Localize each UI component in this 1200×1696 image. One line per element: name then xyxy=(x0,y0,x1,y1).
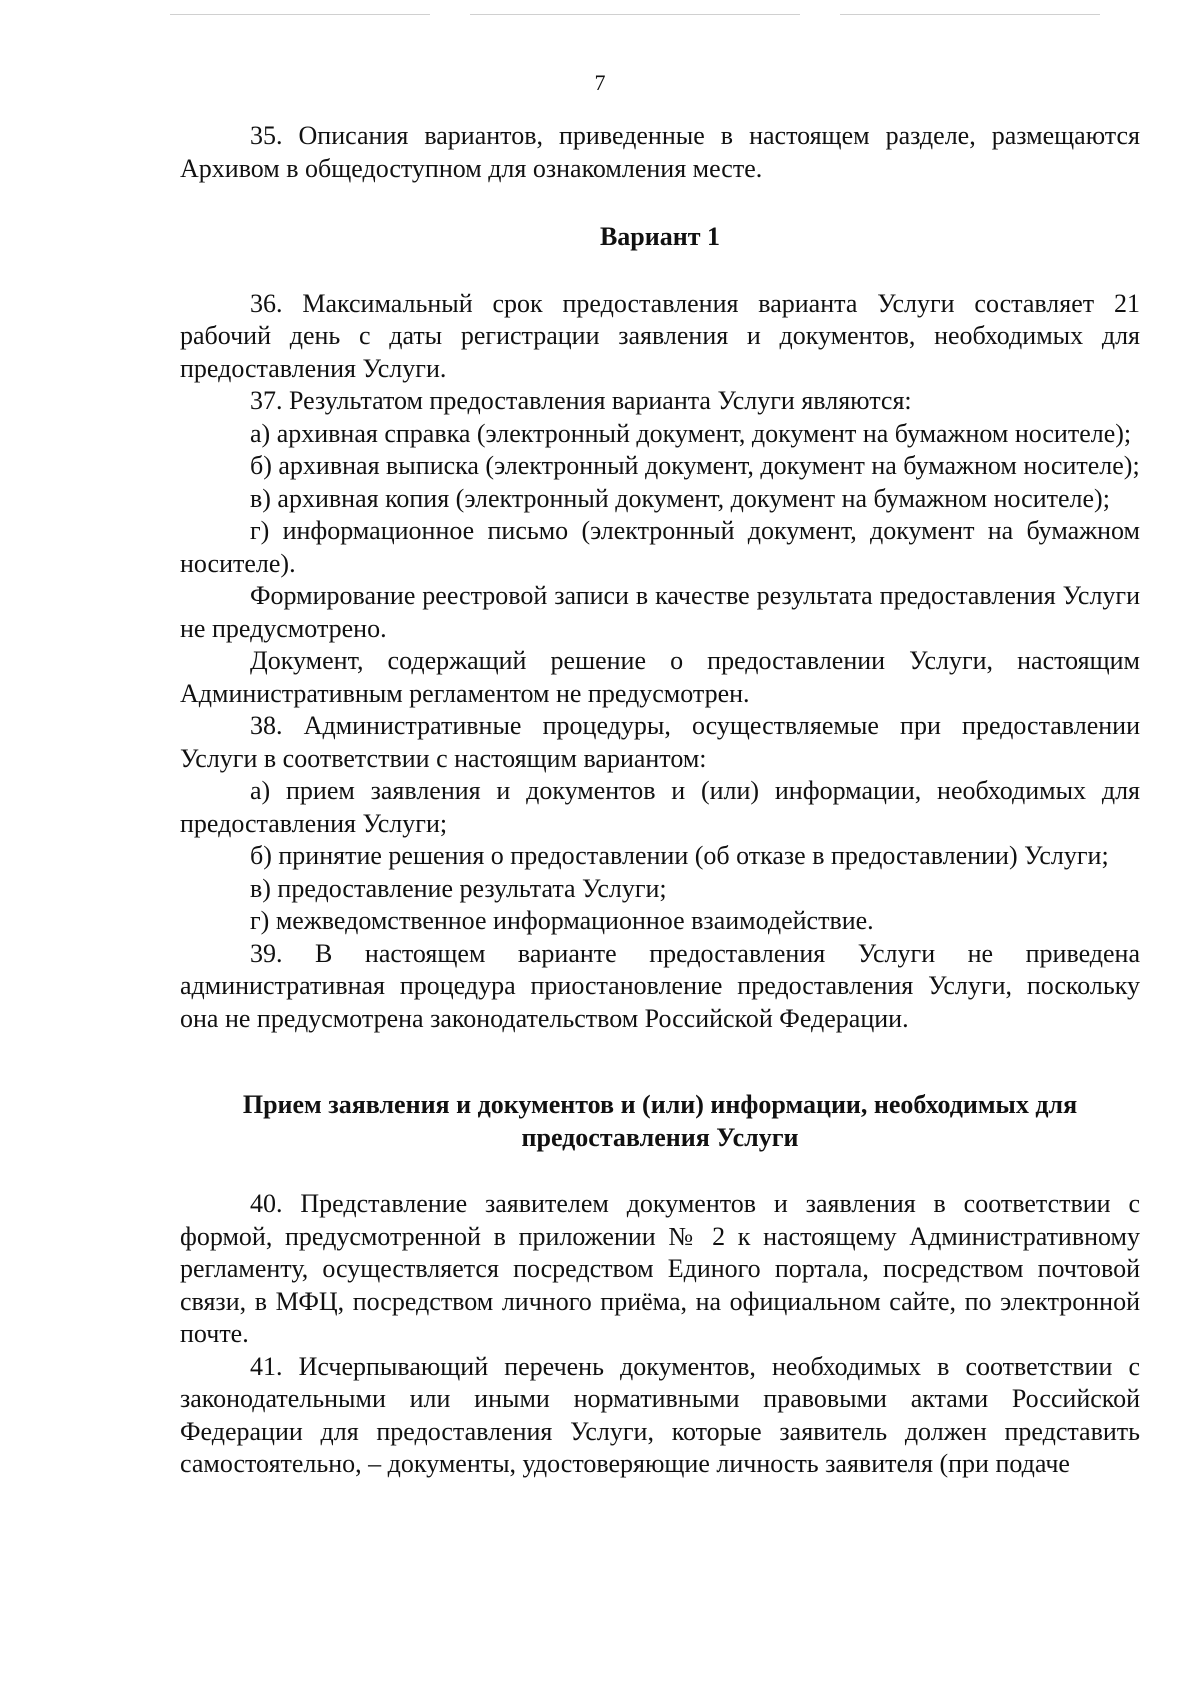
paragraph-37-g: г) информационное письмо (электронный документ, документ на бумажном носителе). xyxy=(180,516,1140,578)
paragraph-35: 35. Описания вариантов, приведенные в настоящем разделе, размещаются Архивом в общедоступном для ознакомления месте. xyxy=(180,121,1140,183)
scan-artifact-line xyxy=(170,14,430,15)
heading-section-line-1: Прием заявления и документов и (или) информации, необходимых для xyxy=(242,1090,1078,1119)
paragraph-36: 36. Максимальный срок предоставления варианта Услуги составляет 21 рабочий день с даты регистрации заявления и документов, необходимых для предоставления Услуги. xyxy=(180,288,1140,383)
paragraph-38: 38. Административные процедуры, осуществляемые при предоставлении Услуги в соответствии с настоящим вариантом: xyxy=(180,711,1140,773)
paragraph-37-a: а) архивная справка (электронный документ, документ на бумажном носителе); xyxy=(250,418,1132,448)
paragraph-41: 41. Исчерпывающий перечень документов, необходимых в соответствии с законодательными или иными нормативными правовыми актами Российской Федерации для предоставления Услуги, которые заявитель должен представить самостоятельно, – документы, удостоверяющие личность заявителя (при подаче xyxy=(180,1351,1140,1478)
page-number: 7 xyxy=(594,70,606,95)
scan-artifact-line xyxy=(470,14,800,15)
scan-artifact-line xyxy=(840,14,1100,15)
paragraph-38-b: б) принятие решения о предоставлении (об отказе в предоставлении) Услуги; xyxy=(250,841,1109,870)
paragraph-registry-note: Формирование реестровой записи в качестве результата предоставления Услуги не предусмотрено. xyxy=(180,581,1140,643)
paragraph-38-g: г) межведомственное информационное взаимодействие. xyxy=(250,906,874,935)
heading-variant-1: Вариант 1 xyxy=(599,222,721,251)
paragraph-40: 40. Представление заявителем документов и заявления в соответствии с формой, предусмотренной в приложении № 2 к настоящему Административному регламенту, осуществляется посредством Единого портала, посредством почтовой связи, в МФЦ, посредством личного приёма, на официальном сайте, по электронной почте. xyxy=(180,1189,1140,1348)
paragraph-decision-note: Документ, содержащий решение о предоставлении Услуги, настоящим Административным регламентом не предусмотрен. xyxy=(180,646,1140,708)
paragraph-39: 39. В настоящем варианте предоставления Услуги не приведена административная процедура приостановление предоставления Услуги, поскольку она не предусмотрена законодательством Российской Федерации. xyxy=(180,938,1140,1033)
paragraph-37-b: б) архивная выписка (электронный документ, документ на бумажном носителе); xyxy=(250,451,1140,480)
paragraph-37-v: в) архивная копия (электронный документ, документ на бумажном носителе); xyxy=(250,483,1110,513)
heading-section-line-2: предоставления Услуги xyxy=(521,1122,799,1152)
paragraph-37: 37. Результатом предоставления варианта Услуги являются: xyxy=(250,386,912,415)
document-body xyxy=(180,120,1140,1481)
heading-section-reception xyxy=(180,1089,1140,1154)
paragraph-38-a: а) прием заявления и документов и (или) информации, необходимых для предоставления Услуги; xyxy=(180,776,1140,838)
paragraph-38-v: в) предоставление результата Услуги; xyxy=(250,873,667,903)
